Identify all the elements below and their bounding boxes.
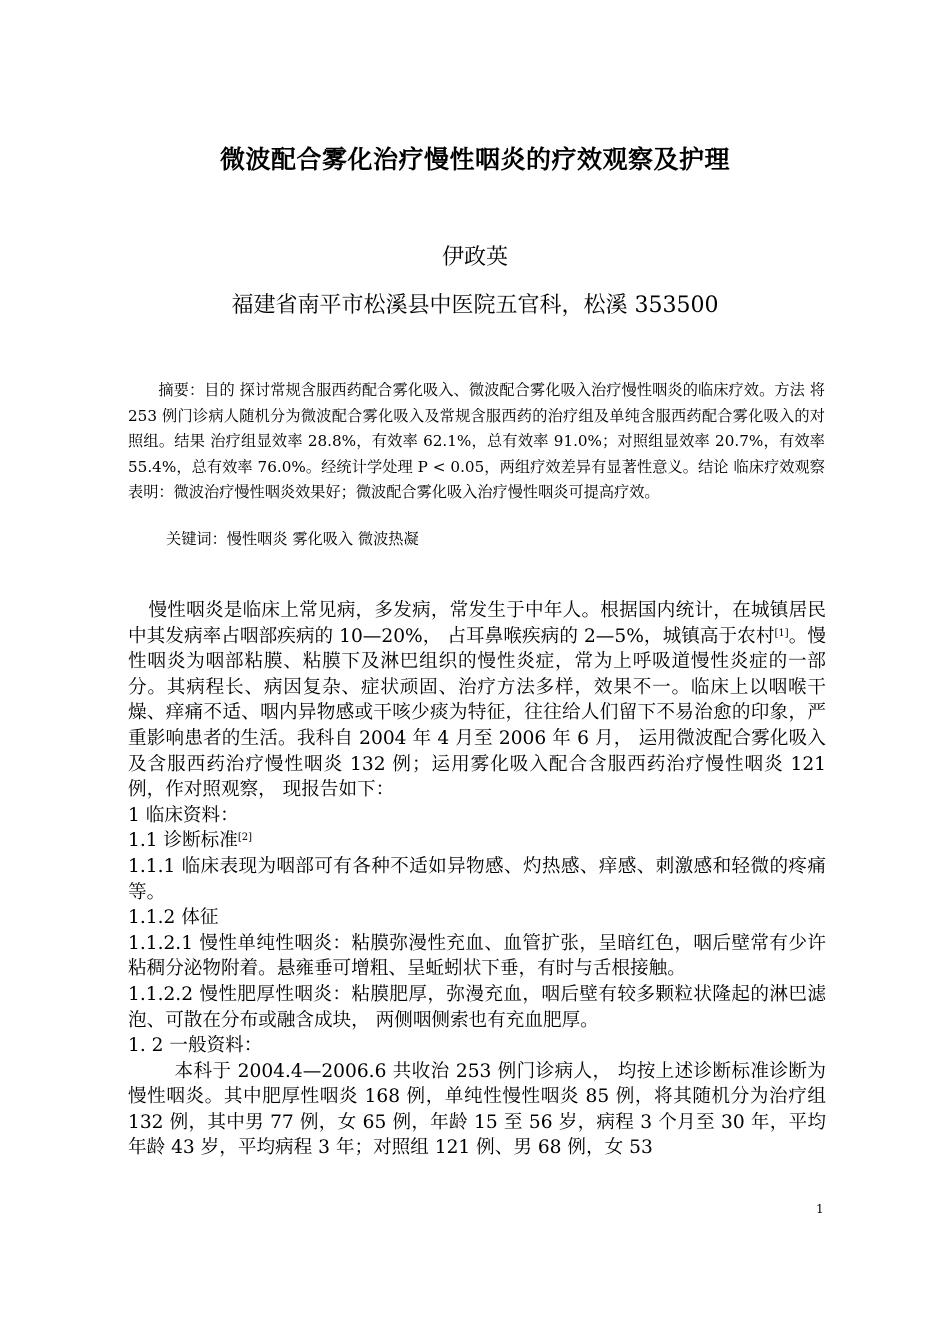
section-heading-1-2: 1. 2 一般资料： — [128, 1035, 263, 1057]
paragraph-1-1-2-2: 1.1.2.2 慢性肥厚性咽炎：粘膜肥厚，弥漫充血，咽后壁有较多颗粒状隆起的淋巴滤泡、可散在分布或融含成块， 两侧咽侧索也有充血肥厚。 — [128, 983, 826, 1031]
paragraph-1-1-1: 1.1.1 临床表现为咽部可有各种不适如异物感、灼热感、痒感、刺激感和轻微的疼痛等。 — [128, 855, 826, 903]
paper-title: 微波配合雾化治疗慢性咽炎的疗效观察及护理 — [219, 145, 730, 174]
section-heading-1-1-2: 1.1.2 体征 — [128, 907, 219, 929]
intro-text-1: 慢性咽炎是临床上常见病，多发病，常发生于中年人。根据国内统计，在城镇居民中其发病率占咽部疾病的 10—20%， 占耳鼻喉疾病的 2—5%，城镇高于农村 — [128, 600, 826, 647]
author-affiliation: 福建省南平市松溪县中医院五官科，松溪 353500 — [231, 293, 719, 318]
section-1-1-label: 1.1 诊断标准 — [128, 830, 238, 852]
paragraph-1-1-2-1: 1.1.2.1 慢性单纯性咽炎：粘膜弥漫性充血、血管扩张，呈暗红色，咽后壁常有少许粘稠分泌物附着。悬雍垂可增粗、呈蚯蚓状下垂，有时与舌根接触。 — [128, 932, 826, 980]
citation-ref-2: [2] — [237, 832, 253, 844]
section-heading-1: 1 临床资料： — [128, 804, 239, 826]
citation-ref-1: [1] — [774, 627, 789, 639]
abstract-text: 摘要：目的 探讨常规含服西药配合雾化吸入、微波配合雾化吸入治疗慢性咽炎的临床疗效。方法 将 253 例门诊病人随机分为微波配合雾化吸入及常规含服西药的治疗组及单纯含服西药配合雾化吸入的对照组。结果 治疗组显效率 28.8%，有效率 62.1%，总有效率 91.0%；对照组显效率 20.7%，有效率 55.4%，总有效率 76.0%。经统计学处理 P < 0.05，两组疗效差异有显著性意义。结论 临床疗效观察表明：微波治疗慢性咽炎效果好；微波配合雾化吸入治疗慢性咽炎可提高疗效。 — [128, 381, 825, 501]
author-name: 伊政英 — [441, 245, 508, 270]
abstract — [128, 378, 825, 506]
general-info-paragraph: 本科于 2004.4—2006.6 共收治 253 例门诊病人， 均按上述诊断标准诊断为慢性咽炎。其中肥厚性咽炎 168 例，单纯性慢性咽炎 85 例，将其随机分为治疗组 132 例，其中男 77 例，女 65 例，年龄 15 至 56 岁，病程 3 个月至 30 年，平均年龄 43 岁，平均病程 3 年；对照组 121 例、男 68 例，女 53 — [128, 1060, 826, 1159]
intro-text-2: 。慢性咽炎为咽部粘膜、粘膜下及淋巴组织的慢性炎症，常为上呼吸道慢性炎症的一部分。其病程长、病因复杂、症状顽固、治疗方法多样，效果不一。临床上以咽喉干燥、痒痛不适、咽内异物感或干咳少痰为特征，往往给人们留下不易治愈的印象，严重影响患者的生活。我科自 2004 年 4 月至 2006 年 6 月， 运用微波配合雾化吸入及含服西药治疗慢性咽炎 132 例；运用雾化吸入配合含服西药治疗慢性咽炎 121 例，作对照观察， 现报告如下： — [128, 625, 826, 801]
section-heading-1-1 — [128, 828, 826, 854]
page-number: 1 — [816, 1202, 824, 1216]
intro-paragraph — [128, 598, 826, 803]
keywords: 关键词：慢性咽炎 雾化吸入 微波热凝 — [166, 530, 419, 548]
body-text — [128, 598, 826, 1161]
